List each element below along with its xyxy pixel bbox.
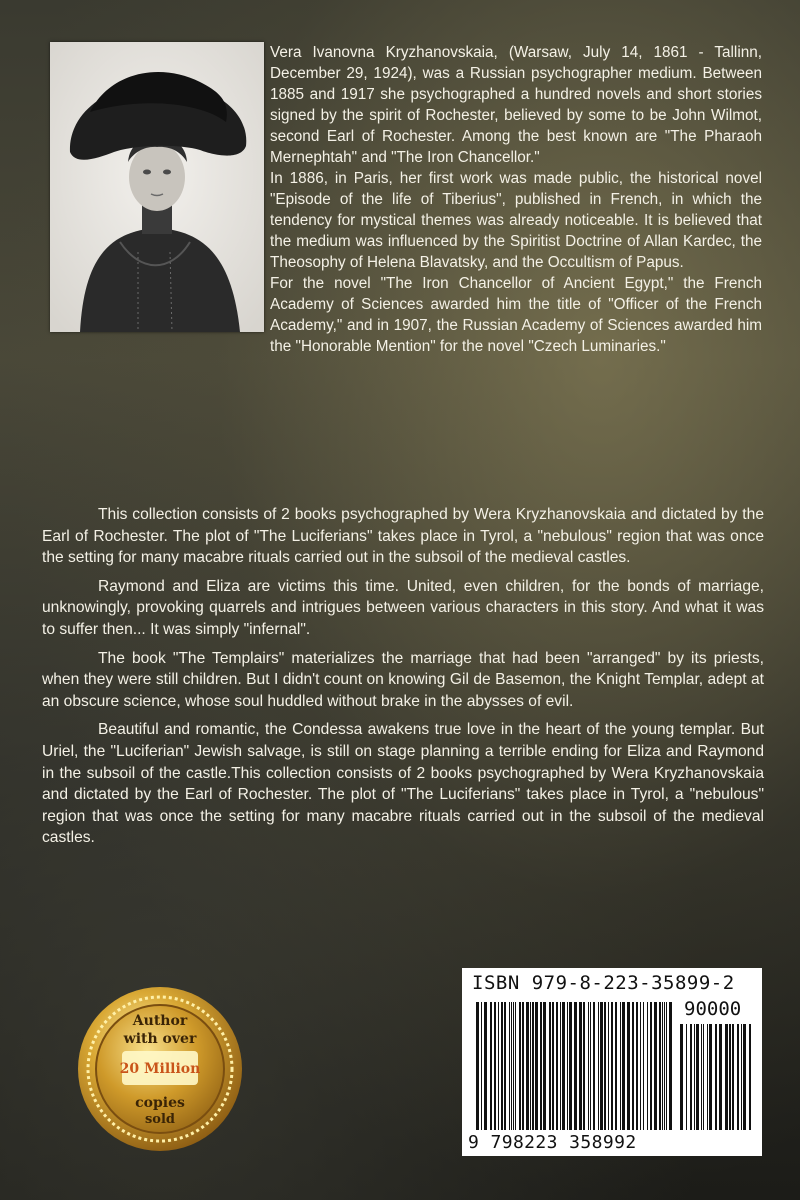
barcode-bar	[732, 1024, 734, 1130]
barcode-bar	[484, 1002, 487, 1130]
barcode-bar	[552, 1002, 554, 1130]
barcode-bar	[569, 1002, 572, 1130]
barcode-bar	[680, 1024, 683, 1130]
barcode-bar	[654, 1002, 657, 1130]
barcode-bar	[650, 1002, 652, 1130]
bio-paragraph: For the novel "The Iron Chancellor of Ancient Egypt," the French Academy of Sciences awarded him the title of "Officer of the French Academy," and in 1907, the Russian Academy of Sciences awarded him the "Honorable Mention" for the novel "Czech Luminaries."	[270, 275, 762, 355]
barcode-bar	[620, 1002, 621, 1130]
barcode-bar	[686, 1024, 687, 1130]
barcode-bar	[709, 1024, 712, 1130]
barcode-bar	[715, 1024, 717, 1130]
isbn-number: ISBN 979-8-223-35899-2	[472, 972, 735, 994]
seal-text-author: Author	[132, 1013, 188, 1029]
barcode-bar	[741, 1024, 742, 1130]
barcode-bar	[749, 1024, 751, 1130]
barcode-bar	[579, 1002, 582, 1130]
barcode-bar	[593, 1002, 595, 1130]
summary-paragraph: This collection consists of 2 books psychographed by Wera Kryzhanovskaia and dictated by the Earl of Rochester. The plot of "The Luciferians" takes place in Tyrol, a "nebulous" region that was once the setting for many macabre rituals carried out in the subsoil of the medieval castles.	[42, 506, 764, 567]
barcode-bar	[627, 1002, 630, 1130]
seal-text-with-over: with over	[123, 1031, 197, 1047]
barcode-bar	[690, 1024, 692, 1130]
barcode-bar	[574, 1002, 577, 1130]
barcode-bar	[522, 1002, 524, 1130]
barcode-bar	[494, 1002, 496, 1130]
bestseller-seal	[76, 985, 244, 1153]
barcode-bar	[532, 1002, 534, 1130]
barcode-bar	[530, 1002, 531, 1130]
barcode-bar	[509, 1002, 510, 1130]
summary-paragraph: Raymond and Eliza are victims this time. United, even children, for the bonds of marriage, unknowingly, provoking quarrels and intrigues between various characters in this story. And what it was to suffer then... It was simply "infernal".	[42, 577, 764, 638]
barcode-bar	[701, 1024, 702, 1130]
barcode-bar	[640, 1002, 641, 1130]
seal-text-million: 20 Million	[119, 1061, 201, 1077]
barcode-bar	[556, 1002, 558, 1130]
barcode-bar	[476, 1002, 479, 1130]
barcode-bar	[615, 1002, 617, 1130]
barcode-bar	[694, 1024, 695, 1130]
barcode-bar	[567, 1002, 568, 1130]
price-code: 90000	[684, 998, 742, 1020]
barcode-bar	[588, 1002, 589, 1130]
barcode-bar	[643, 1002, 644, 1130]
author-biography	[42, 42, 762, 357]
barcode-bar	[608, 1002, 609, 1130]
summary-paragraph: The book "The Templairs" materializes the marriage that had been "arranged" by its priests, when they were still children. But I didn't count on knowing Gil de Basemon, the Knight Templar, adept at an obscure science, whose soul huddled without brake in the abysses of evil.	[42, 649, 764, 710]
barcode-bar	[560, 1002, 561, 1130]
ean-barcode-bars	[476, 1002, 672, 1138]
barcode-bar	[600, 1002, 603, 1130]
seal-text-copies: copies	[135, 1095, 185, 1111]
barcode-bar	[636, 1002, 638, 1130]
barcode-bar	[540, 1002, 542, 1130]
barcode-bar	[725, 1024, 728, 1130]
seal-text-sold: sold	[144, 1112, 176, 1127]
barcode-bar	[513, 1002, 514, 1130]
barcode-bar	[590, 1002, 591, 1130]
barcode-bar	[598, 1002, 599, 1130]
addon-barcode-bars	[680, 1024, 752, 1130]
barcode-bar	[504, 1002, 506, 1130]
barcode-bar	[647, 1002, 648, 1130]
barcode-bar	[511, 1002, 512, 1130]
barcode-bar	[707, 1024, 708, 1130]
book-summary	[42, 504, 764, 856]
barcode-bar	[703, 1024, 704, 1130]
barcode-bar	[549, 1002, 551, 1130]
bio-paragraph: In 1886, in Paris, her first work was made public, the historical novel "Episode of the life of Tiberius", published in French, in which the tendency for mystical themes was already noticeable. It is believed that the medium was influenced by the Spiritist Doctrine of Allan Kardec, the Theosophy of Helena Blavatsky, and the Occultism of Papus.	[270, 170, 762, 271]
barcode-bar	[481, 1002, 482, 1130]
isbn-barcode	[462, 968, 762, 1156]
barcode-bar	[535, 1002, 538, 1130]
barcode-bar	[666, 1002, 667, 1130]
barcode-bar	[669, 1002, 672, 1130]
ean-digits: 9 798223 358992	[468, 1132, 637, 1153]
barcode-bar	[611, 1002, 613, 1130]
barcode-bar	[737, 1024, 739, 1130]
barcode-bar	[632, 1002, 634, 1130]
barcode-bar	[501, 1002, 503, 1130]
barcode-bar	[583, 1002, 585, 1130]
barcode-bar	[519, 1002, 521, 1130]
barcode-bar	[729, 1024, 731, 1130]
barcode-bar	[743, 1024, 746, 1130]
barcode-bar	[719, 1024, 722, 1130]
barcode-bar	[526, 1002, 529, 1130]
barcode-bar	[664, 1002, 665, 1130]
barcode-bar	[696, 1024, 699, 1130]
barcode-bar	[562, 1002, 565, 1130]
barcode-bar	[662, 1002, 663, 1130]
barcode-bar	[622, 1002, 625, 1130]
bio-paragraph: Vera Ivanovna Kryzhanovskaia, (Warsaw, July 14, 1861 - Tallinn, December 29, 1924), was a Russian psychographer medium. Between 1885 and 1917 she psychographed a hundred novels and short stories signed by the spirit of Rochester, believed by some to be John Wilmot, second Earl of Rochester. Among the best known are "The Pharaoh Mernephtah" and "The Iron Chancellor."	[270, 44, 762, 166]
barcode-bar	[659, 1002, 661, 1130]
summary-paragraph: Beautiful and romantic, the Condessa awakens true love in the heart of the young templar. But Uriel, the "Luciferian" Jewish salvage, is still on stage planning a terrible ending for Eliza and Raymond in the subsoil of the castle.This collection consists of 2 books psychographed by Wera Kryzhanovskaia and dictated by the Earl of Rochester. The plot of "The Luciferians" takes place in Tyrol, a "nebulous" region that was once the setting for many macabre rituals carried out in the subsoil of the medieval castles.	[42, 721, 764, 847]
barcode-bar	[515, 1002, 516, 1130]
barcode-bar	[498, 1002, 499, 1130]
barcode-bar	[543, 1002, 546, 1130]
barcode-bar	[604, 1002, 606, 1130]
barcode-bar	[490, 1002, 492, 1130]
